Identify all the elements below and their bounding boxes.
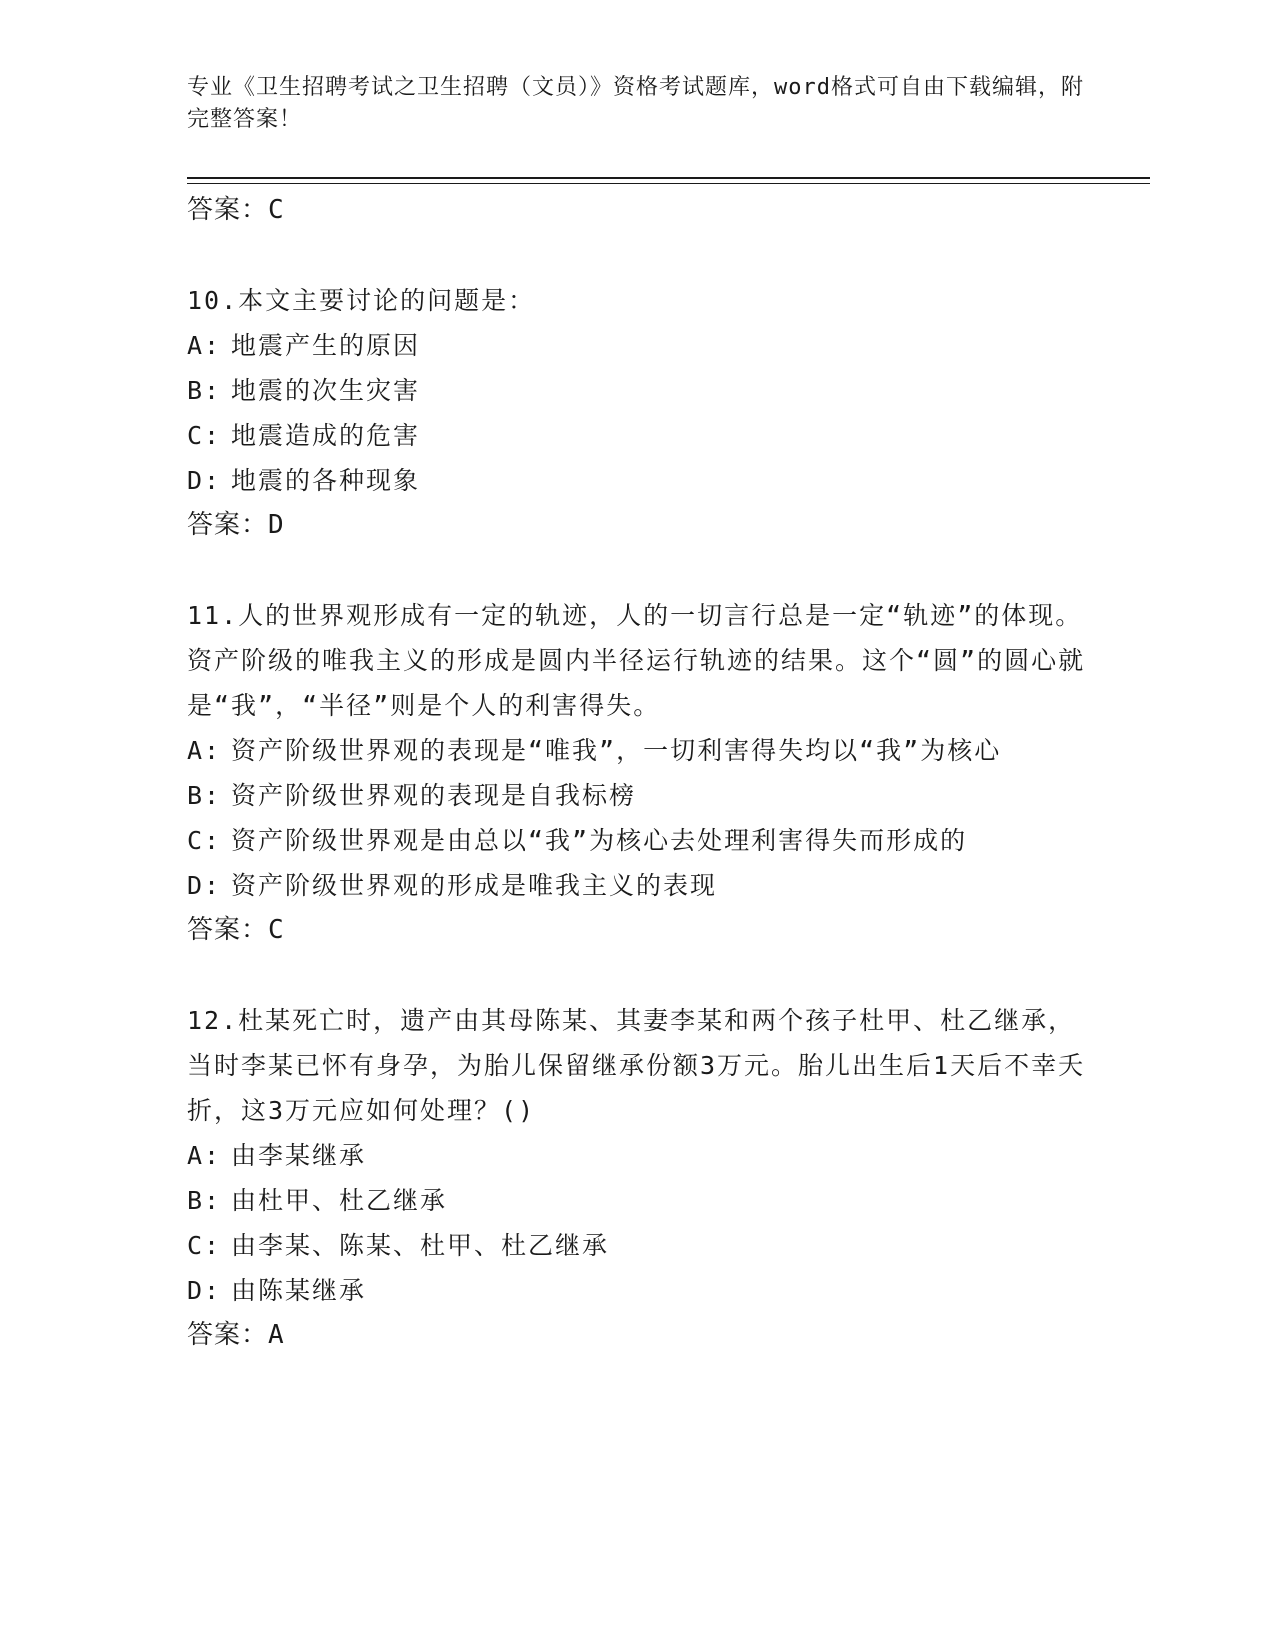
option-key: D: xyxy=(187,1276,222,1305)
option-a xyxy=(187,1133,1087,1178)
option-key: C: xyxy=(187,421,222,450)
option-text: 由李某、陈某、杜甲、杜乙继承 xyxy=(231,1231,610,1260)
option-key: C: xyxy=(187,1231,222,1260)
answer-label: 答案： xyxy=(187,915,269,945)
option-text: 由李某继承 xyxy=(231,1141,367,1170)
option-b xyxy=(187,773,1087,818)
option-key: A: xyxy=(187,331,222,360)
question-list xyxy=(187,188,1087,1358)
option-a xyxy=(187,728,1087,773)
question-stem: 12.杜某死亡时，遗产由其母陈某、其妻李某和两个孩子杜甲、杜乙继承，当时李某已怀有身孕，为胎儿保留继承份额3万元。胎儿出生后1天后不幸夭折，这3万元应如何处理？() xyxy=(187,1006,1086,1125)
option-a xyxy=(187,323,1087,368)
option-text: 资产阶级世界观的表现是“唯我”，一切利害得失均以“我”为核心 xyxy=(231,736,1002,765)
option-c xyxy=(187,1223,1087,1268)
option-d xyxy=(187,458,1087,503)
option-key: A: xyxy=(187,1141,222,1170)
option-text: 由陈某继承 xyxy=(231,1276,367,1305)
option-d xyxy=(187,863,1087,908)
option-key: B: xyxy=(187,376,222,405)
option-c xyxy=(187,818,1087,863)
answer-value: A xyxy=(268,1320,285,1350)
option-text: 资产阶级世界观的表现是自我标榜 xyxy=(231,781,637,810)
header-divider-thin xyxy=(187,183,1150,184)
option-key: D: xyxy=(187,466,222,495)
option-b xyxy=(187,1178,1087,1223)
option-text: 地震产生的原因 xyxy=(231,331,421,360)
answer-label: 答案： xyxy=(187,1320,269,1350)
option-text: 地震的各种现象 xyxy=(231,466,421,495)
option-text: 资产阶级世界观的形成是唯我主义的表现 xyxy=(231,871,718,900)
document-header: 专业《卫生招聘考试之卫生招聘（文员）》资格考试题库，word格式可自由下载编辑，附完整答案！ xyxy=(187,75,1084,132)
option-text: 地震造成的危害 xyxy=(231,421,421,450)
option-key: D: xyxy=(187,871,222,900)
answer-value: D xyxy=(268,510,285,540)
option-text: 地震的次生灾害 xyxy=(231,376,421,405)
question-block xyxy=(187,593,1087,953)
question-block xyxy=(187,998,1087,1358)
answer-line xyxy=(187,1313,1087,1358)
option-key: A: xyxy=(187,736,222,765)
question-stem: 10.本文主要讨论的问题是： xyxy=(187,286,536,315)
answer-line xyxy=(187,188,1087,233)
answer-value: C xyxy=(268,195,285,225)
answer-label: 答案： xyxy=(187,195,269,225)
question-block xyxy=(187,278,1087,548)
header-divider-thick xyxy=(187,177,1150,179)
option-b xyxy=(187,368,1087,413)
option-c xyxy=(187,413,1087,458)
option-key: C: xyxy=(187,826,222,855)
answer-label: 答案： xyxy=(187,510,269,540)
question-stem: 11.人的世界观形成有一定的轨迹，人的一切言行总是一定“轨迹”的体现。资产阶级的唯我主义的形成是圆内半径运行轨迹的结果。这个“圆”的圆心就是“我”，“半径”则是个人的利害得失。 xyxy=(187,601,1086,720)
answer-line xyxy=(187,908,1087,953)
option-d xyxy=(187,1268,1087,1313)
option-text: 资产阶级世界观是由总以“我”为核心去处理利害得失而形成的 xyxy=(231,826,968,855)
option-key: B: xyxy=(187,1186,222,1215)
option-key: B: xyxy=(187,781,222,810)
answer-line xyxy=(187,503,1087,548)
answer-value: C xyxy=(268,915,285,945)
option-text: 由杜甲、杜乙继承 xyxy=(231,1186,448,1215)
